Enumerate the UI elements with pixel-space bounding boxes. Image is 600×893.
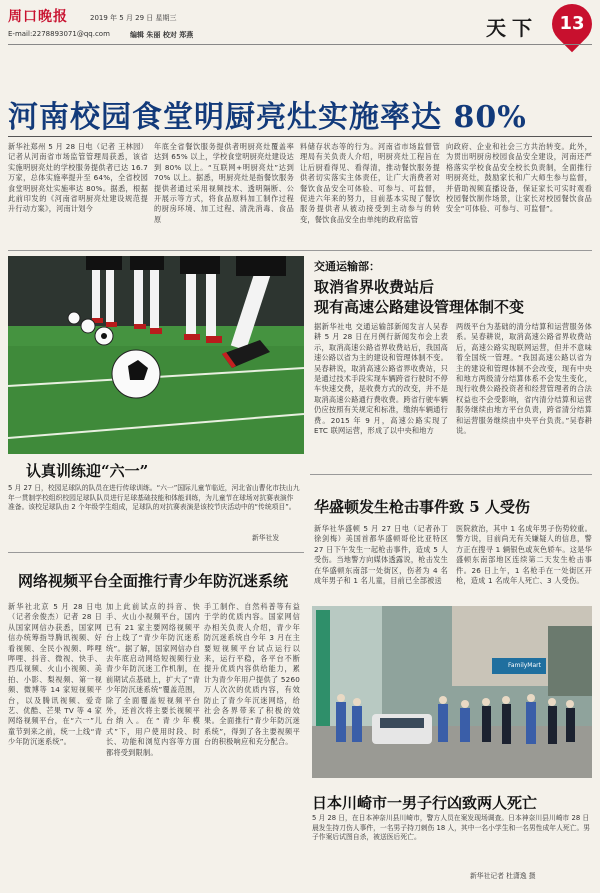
issue-date: 2019 年 5 月 29 日 星期三 bbox=[90, 14, 177, 22]
lead-column-1: 新华社郑州 5 月 28 日电（记者 王林园）记者从河南省市场监管管理局获悉，该省实施明厨亮灶的学校服务提供者已达 16.7 万家，总体实施率提升至 64%，全省校园食堂明厨亮灶实施率达 80%。据悉，根据此前印发的《河南省明厨亮灶建设规范提升行动方案》，河南计划今 bbox=[8, 142, 148, 214]
video-title: 网络视频平台全面推行青少年防沉迷系统 bbox=[18, 572, 289, 590]
newspaper-logo: 周口晚报 bbox=[8, 9, 68, 25]
section-divider bbox=[8, 250, 592, 251]
kawasaki-caption-text: 5 月 28 日，在日本神奈川县川崎市，警方人员在案发现场调查。日本神奈川县川崎市 28 日晨发生持刀伤人事件，一名男子持刀刺伤 18 人，其中一名小学生和一名男性成年人死亡。男子作案后试图自杀，被送医后死亡。 bbox=[312, 814, 591, 842]
tolls-column-left: 据新华社电 交通运输部新闻发言人吴春耕 5 月 28 日在月例行新闻发布会上表示，取消高速公路省界收费站后，我国高速公路以省为主的建设和管理体制不变。吴春耕说，取消高速公路省界收费站，只是通过技术手段实现车辆跨省行驶时不停车快速交费，是收费方式的改变，并不是取消高速公路通行费收费。跨省行驶车辆仍应按照有关规定和标准，缴纳车辆通行费。2015 年 9 月，高速公路实现了 ETC 联网运营，形成了以中央和地方 bbox=[314, 322, 448, 436]
video-column-c: 手工制作、自然科普等有益于学的优质内容。国家网信办相关负责人介绍，青少年防沉迷系统自今年 3 月在主要短视频平台试点运行以来，运行平稳，各平台不断提升优质内容供给能力，累计为青少年用户提供了 5260 万人次次的优质内容，有效防止了青少年沉迷网络，给社会各界带来了积极的效果。全面推行“青少年防沉迷系统”，得到了各主要视频平台的积极响应和充分配合。 bbox=[204, 602, 300, 747]
video-column-a: 新华社北京 5 月 28 日电（记者余俊杰）记者 28 日从国家网信办获悉，国家网信办统筹指导腾讯视频、好看视频、全民小视频、哔哩哔哩、抖音、微视、快手、西瓜视频、火山小视频、美拍、小影、梨视频、第一视频、微博等 14 家短视频平台，以及腾讯视频、爱奇艺、优酷、芒果 TV 等 4 家网络视频平台，在“六一”儿童节到来之前，统一上线“青少年防沉迷系统”。 bbox=[8, 602, 102, 747]
lead-column-2: 年底全省餐饮服务提供者明厨亮灶覆盖率达到 65% 以上，学校食堂明厨亮灶建设达到 80% 以上。“互联网+明厨亮灶”达到 70% 以上。据悉，明厨亮灶是指餐饮服务提供者通过采用视频技术、透明隔断、公开展示等方式，将食品原料加工制作过程的厨房环境、加工过程、清洗消毒、食品原 bbox=[154, 142, 294, 224]
tolls-divider bbox=[310, 474, 592, 475]
lead-headline: 河南校园食堂明厨亮灶实施率达 80% bbox=[8, 100, 527, 135]
soccer-caption-text: 5 月 27 日，校园足球队的队员在进行传球训练。“六一”国际儿童节临近，河北省山曹化市扶山九年一贯制学校组织校园足球队队员进行足球基础技能和体能训练，为儿童节在球场对抗赛表演作准备。该校足球队由 2 个年级学生组成，足球队的对抗赛表演是该校节庆活动中的“传统项目”。 bbox=[8, 484, 300, 512]
editor-credits: 编辑 朱丽 校对 郑燕 bbox=[130, 31, 194, 39]
soccer-photo-credit: 新华社发 bbox=[252, 534, 280, 542]
video-column-b: 加上此前试点的抖音、快手、火山小视频平台，国内已有 21 家主要网络视频平台上线了“青少年防沉迷系统”。据了解，国家网信办自去年底启动网络短视频行业青少年防沉迷工作机制，在前期试点基础上，扩大了“青少年防沉迷系统”覆盖范围，除了全面覆盖短视频平台外，还首次将主要长视频平台纳入。在“青少年模式”下，用户使用时段、时长、功能和浏览内容等方面都将受到限制。 bbox=[106, 602, 200, 757]
page-number: 13 bbox=[559, 13, 585, 34]
shooting-title: 华盛顿发生枪击事件致 5 人受伤 bbox=[314, 498, 530, 516]
kawasaki-scene-photo bbox=[312, 606, 592, 778]
section-title: 天下 bbox=[486, 16, 538, 40]
tolls-kicker: 交通运输部： bbox=[314, 260, 380, 273]
headline-divider bbox=[8, 136, 592, 137]
shooting-column-left: 新华社华盛顿 5 月 27 日电（记者孙丁 徐剑梅）美国首都华盛顿哥伦比亚特区 27 日下午发生一起枪击事件，造成 5 人受伤。当地警方向媒体透露说，枪击发生在华盛顿东南部一处街区，伤者为 4 名成年男子和 1 名儿童，目前已全部被送 bbox=[314, 524, 448, 586]
shooting-column-right: 医院救治，其中 1 名成年男子伤势较重。警方说，目前尚无有关嫌疑人的信息，警方正在搜寻 1 辆银色或灰色轿车。这是华盛顿东南部地区连续第二天发生枪击事件。26 日上午，1 名枪手在一处街区开枪，造成 1 名成年人死亡、3 人受伤。 bbox=[456, 524, 592, 586]
tolls-title-line-2: 现有高速公路建设管理体制不变 bbox=[314, 298, 525, 316]
tolls-title-line-1: 取消省界收费站后 bbox=[314, 278, 435, 296]
soccer-caption-title: 认真训练迎“六一” bbox=[26, 462, 149, 480]
tolls-column-right: 两级平台为基础的清分结算和运营服务体系。吴春耕说，取消高速公路省界收费站后，高速公路实现联网运营，但并不意味着全国统一管理。“我国高速公路以省为主的建设和管理体制不会改变，现有中央和地方两级清分结算体系不会发生变化，现行收费公路投资者和经营管理者的合法权益也不会受影响，省内清分结算和运营服务继续由地方平台负责，跨省清分结算和运营服务继续由中央平台负责。”吴春耕说。 bbox=[456, 322, 592, 436]
lead-column-3: 料储存状态等的行为。河南省市场监督管理局有关负责人介绍，明厨亮灶工程旨在让后厨看得见、看得清，推动餐饮服务提供者切实落实主体责任，让广大消费者对餐饮食品安全可体验、可参与、可监督，促进六年来的努力，目前基本实现了餐饮服务提供者从被动接受到主动参与的转变，餐饮食品安全由单纯的政府监管 bbox=[300, 142, 440, 224]
contact-email: E-mail:2278893071@qq.com bbox=[8, 30, 110, 38]
kawasaki-photo-credit: 新华社记者 杜潇逸 摄 bbox=[470, 872, 536, 880]
store-sign-text: FamilyMart bbox=[508, 662, 541, 669]
lead-column-4: 向政府、企业和社会三方共治转变。此外，为贯出明厨房校园食品安全建设，河南还严格落实学校食品安全校长负责制，全面推行明厨亮灶，鼓励家长和广大师生参与监督，并借助视频直播设备，保证家长可实时观看校园餐饮制作场景，让家长对校园餐饮食品安全“可体验、可参与、可监督”。 bbox=[446, 142, 592, 214]
header-divider bbox=[8, 44, 592, 45]
video-divider bbox=[8, 552, 304, 553]
soccer-training-photo bbox=[8, 256, 304, 454]
kawasaki-caption-title: 日本川崎市一男子行凶致两人死亡 bbox=[312, 794, 538, 812]
